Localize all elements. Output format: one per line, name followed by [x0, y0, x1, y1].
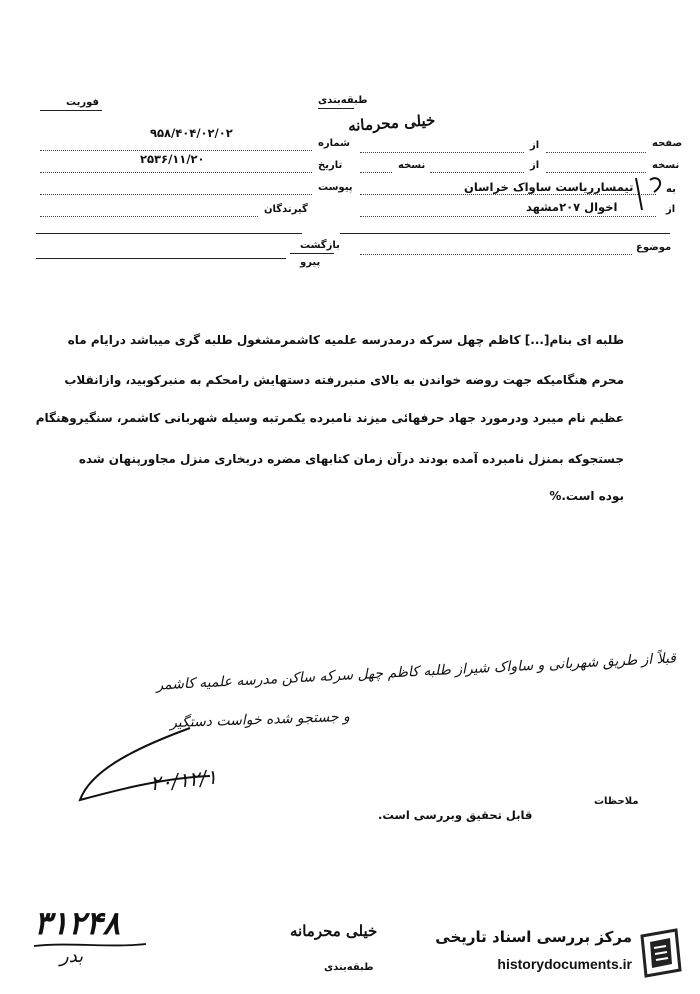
body-line: طلبه ای بنام[...] کاظم چهل سرکه درمدرسه علمیه کاشمرمشغول طلبه گری میباشد درایام ماه [67, 333, 624, 347]
urgency-underline [40, 110, 102, 111]
recipients-label: گیرندگان [264, 204, 308, 215]
footer-classification-label: طبقه‌بندی [324, 962, 374, 973]
body-line: جستجوکه بمنزل نامبرده آمده بودند درآن زمان کتابهای مضره دربخاری منزل مجاورپنهان شده [78, 452, 624, 466]
page-dotline-b [360, 152, 524, 153]
copy-dotline-c [360, 172, 392, 173]
to-dotline [360, 194, 656, 195]
divider-line-2 [340, 233, 670, 234]
to-value: تیمسارریاست ساواک خراسان [464, 180, 634, 194]
date-label: تاریخ [318, 160, 343, 171]
divider-line-1 [36, 233, 302, 234]
body-line: محرم هنگامیکه جهت روضه خواندن به بالای منبررفته دستهایش رامحکم به منبرکوبید، وازانقلاب [64, 373, 624, 387]
notes-value: قابل تحقیق وبررسی است. [378, 808, 533, 822]
classification-underline [318, 108, 354, 109]
notes-label: ملاحظات [594, 796, 639, 807]
attachment-dotline [40, 194, 312, 195]
subject-dotline [360, 254, 632, 255]
watermark-logo-icon [636, 926, 688, 980]
return-underline [290, 253, 334, 254]
watermark-url: historydocuments.ir [497, 956, 632, 972]
sender-label: از [666, 204, 676, 215]
watermark [416, 918, 694, 988]
from-label-1: از [530, 140, 540, 151]
number-label: شماره [318, 138, 350, 149]
return-label: بازگشت [300, 240, 340, 251]
date-value: ۲۵۳۶/۱۱/۲۰ [140, 152, 205, 166]
watermark-title: مرکز بررسی اسناد تاریخی [435, 928, 632, 946]
classification-label: طبقه‌بندی [318, 95, 368, 106]
file-note: بدر [60, 946, 84, 967]
file-number-underline [30, 940, 150, 950]
to-label: به [666, 184, 676, 195]
handwritten-number-mark [628, 172, 668, 216]
handwritten-date: ۲۰/۱۲/۱ [148, 764, 219, 796]
handwritten-note-line2: و جستجو شده خواست دستگیر [170, 708, 351, 732]
sender-value: اخوال ۲۰۷مشهد [526, 200, 618, 214]
sender-dotline [360, 216, 656, 217]
copy-label-mid: نسخه [398, 160, 426, 171]
copy-dotline-b [430, 172, 524, 173]
page-dotline-a [546, 152, 646, 153]
attachment-label: پیوست [318, 182, 353, 193]
handwritten-note-line1: قبلاً از طریق شهربانی و ساواک شیراز طلبه کاظم چهل سرکه ساکن مدرسه علمیه کاشمر [155, 650, 677, 694]
file-number: ۳۱۲۴۸ [34, 904, 120, 942]
urgency-label: فوریت [66, 97, 99, 108]
subject-line-left [36, 258, 286, 259]
body-line: بوده است.% [549, 489, 624, 503]
body-line: عظیم نام میبرد ودرمورد جهاد حرفهائی میزند نامبرده یکمرتبه وسیله شهربانی کاشمر، سنگیروهنگام [35, 411, 624, 425]
from-label-2: از [530, 160, 540, 171]
copy-label: نسخه [652, 160, 680, 171]
classification-stamp-bottom: خیلی محرمانه [290, 922, 378, 940]
number-value: ۹۵۸/۴۰۴/۰۲/۰۲ [150, 126, 233, 140]
subject-label: موضوع [636, 242, 672, 253]
date-dotline [40, 172, 312, 173]
classification-stamp-top: خیلی محرمانه [347, 110, 436, 136]
page-label: صفحه [652, 138, 683, 149]
number-dotline [40, 150, 312, 151]
recipients-dotline [40, 216, 258, 217]
handwritten-signature-flourish [70, 720, 220, 810]
followup-label: پیرو [300, 257, 321, 268]
